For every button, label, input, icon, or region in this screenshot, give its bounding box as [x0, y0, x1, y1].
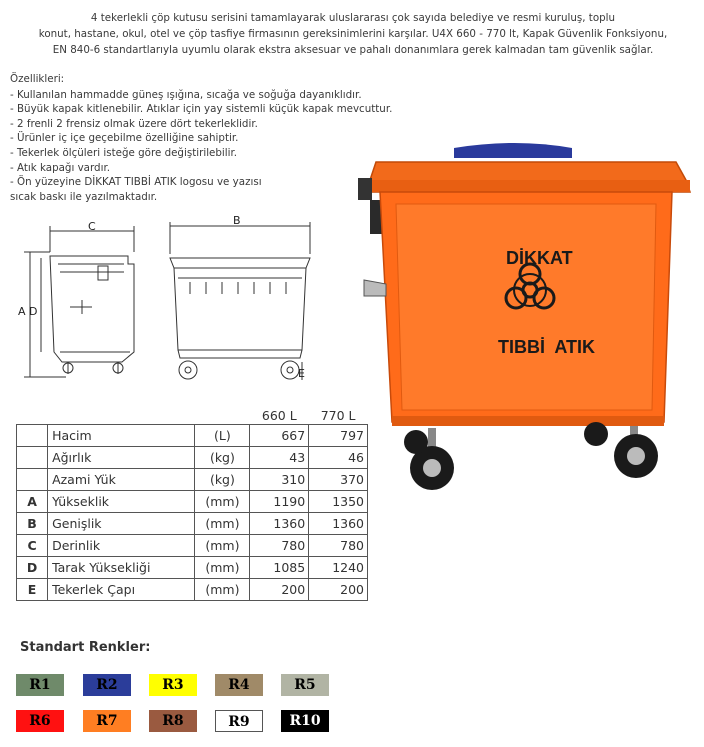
dimension-drawing: [10, 212, 340, 387]
intro-paragraph: [8, 10, 698, 58]
row-value-770: 1350: [309, 491, 368, 513]
feature-item: - Büyük kapak kitlenebilir. Atıklar için yay sistemli küçük kapak mevcuttur.: [10, 103, 393, 116]
row-letter: B: [17, 513, 48, 535]
feature-item: - Tekerlek ölçüleri isteğe göre değiştirilebilir.: [10, 146, 238, 159]
row-unit: (mm): [195, 513, 250, 535]
bin-print-tibbi-atik: TIBBİ ATIK: [498, 337, 595, 357]
intro-line-3: EN 840-6 standartlarıyla uyumlu olarak ekstra aksesuar ve pahalı donanımlara gerek kalmadan tam güvenlik sağlar.: [52, 44, 654, 56]
row-value-770: 780: [309, 535, 368, 557]
dimension-label-d: D: [29, 305, 38, 318]
intro-line-1: 4 tekerlekli çöp kutusu serisini tamamlayarak uluslararası çok sayıda belediye ve resmi kuruluş, toplu: [90, 12, 616, 24]
row-value-660: 780: [250, 535, 309, 557]
swatch-code: R5: [294, 677, 316, 693]
dimension-label-e: E: [298, 367, 305, 380]
colors-title: Standart Renkler:: [20, 640, 151, 655]
swatch-code: R7: [96, 713, 118, 729]
intro-line-2: konut, hastane, okul, otel ve çöp tasfiye firmasının gereksinimlerini karşılar. U4X 660 - 770 lt, Kapak Güvenlik Fonksiyonu,: [38, 28, 668, 40]
bin-product-image: [356, 140, 696, 500]
bin-print-dikkat: DİKKAT: [506, 248, 573, 268]
color-swatch-r8: [149, 710, 197, 732]
features-title: Özellikleri:: [10, 73, 65, 85]
feature-item: - 2 frenli 2 frensiz olmak üzere dört tekerleklidir.: [10, 117, 258, 130]
color-swatch-r3: [149, 674, 197, 696]
swatch-code: R10: [289, 713, 321, 729]
row-unit: (mm): [195, 535, 250, 557]
dimension-label-b: B: [233, 214, 241, 227]
swatch-code: R1: [29, 677, 51, 693]
row-unit: (kg): [195, 469, 250, 491]
color-swatch-r1: [16, 674, 64, 696]
dimension-label-a: A: [18, 305, 26, 318]
feature-item: - Ürünler iç içe geçebilme özelliğine sahiptir.: [10, 132, 239, 145]
row-name: Ağırlık: [48, 447, 195, 469]
table-row: [17, 557, 368, 579]
table-row: [17, 425, 368, 447]
row-letter: A: [17, 491, 48, 513]
row-value-660: 1190: [250, 491, 309, 513]
row-value-660: 667: [250, 425, 309, 447]
swatch-code: R2: [96, 677, 118, 693]
spec-table: [16, 406, 368, 601]
feature-item: sıcak baskı ile yazılmaktadır.: [10, 190, 158, 203]
color-swatch-r10: [281, 710, 329, 732]
bin-illustration: [356, 140, 696, 500]
color-swatch-r7: [83, 710, 131, 732]
row-unit: (mm): [195, 491, 250, 513]
feature-item: - Atık kapağı vardır.: [10, 161, 111, 174]
row-name: Tarak Yüksekliği: [48, 557, 195, 579]
row-letter: [17, 469, 48, 491]
feature-item: - Kullanılan hammadde güneş ışığına, sıcağa ve soğuğa dayanıklıdır.: [10, 88, 362, 101]
row-value-660: 310: [250, 469, 309, 491]
row-value-770: 797: [309, 425, 368, 447]
row-value-660: 1085: [250, 557, 309, 579]
swatch-code: R6: [29, 713, 51, 729]
color-swatch-r6: [16, 710, 64, 732]
row-name: Yükseklik: [48, 491, 195, 513]
row-value-660: 200: [250, 579, 309, 601]
row-unit: (mm): [195, 579, 250, 601]
table-row: [17, 513, 368, 535]
row-letter: [17, 447, 48, 469]
row-name: Derinlik: [48, 535, 195, 557]
row-name: Tekerlek Çapı: [48, 579, 195, 601]
color-swatch-r4: [215, 674, 263, 696]
table-row: [17, 447, 368, 469]
row-letter: C: [17, 535, 48, 557]
row-value-770: 1240: [309, 557, 368, 579]
row-name: Genişlik: [48, 513, 195, 535]
row-unit: (kg): [195, 447, 250, 469]
swatch-code: R3: [162, 677, 184, 693]
row-unit: (mm): [195, 557, 250, 579]
row-letter: E: [17, 579, 48, 601]
row-value-770: 1360: [309, 513, 368, 535]
row-value-770: 370: [309, 469, 368, 491]
dimension-drawing-svg: [10, 212, 340, 387]
table-row: [17, 579, 368, 601]
row-value-660: 1360: [250, 513, 309, 535]
row-letter: [17, 425, 48, 447]
row-letter: D: [17, 557, 48, 579]
feature-item: - Ön yüzeyine DİKKAT TIBBİ ATIK logosu ve yazısı: [10, 176, 262, 189]
row-name: Azami Yük: [48, 469, 195, 491]
row-name: Hacim: [48, 425, 195, 447]
column-header-660: 660 L: [261, 407, 297, 423]
swatch-code: R8: [162, 713, 184, 729]
spec-header-row: [17, 406, 368, 425]
table-row: [17, 469, 368, 491]
color-swatch-r5: [281, 674, 329, 696]
swatch-code: R4: [228, 677, 250, 693]
column-header-770: 770 L: [320, 407, 356, 423]
color-swatch-r9: [215, 710, 263, 732]
row-value-660: 43: [250, 447, 309, 469]
row-value-770: 46: [309, 447, 368, 469]
row-value-770: 200: [309, 579, 368, 601]
dimension-label-c: C: [88, 220, 96, 233]
swatch-code: R9: [228, 714, 250, 730]
color-swatch-r2: [83, 674, 131, 696]
row-unit: (L): [195, 425, 250, 447]
table-row: [17, 535, 368, 557]
table-row: [17, 491, 368, 513]
